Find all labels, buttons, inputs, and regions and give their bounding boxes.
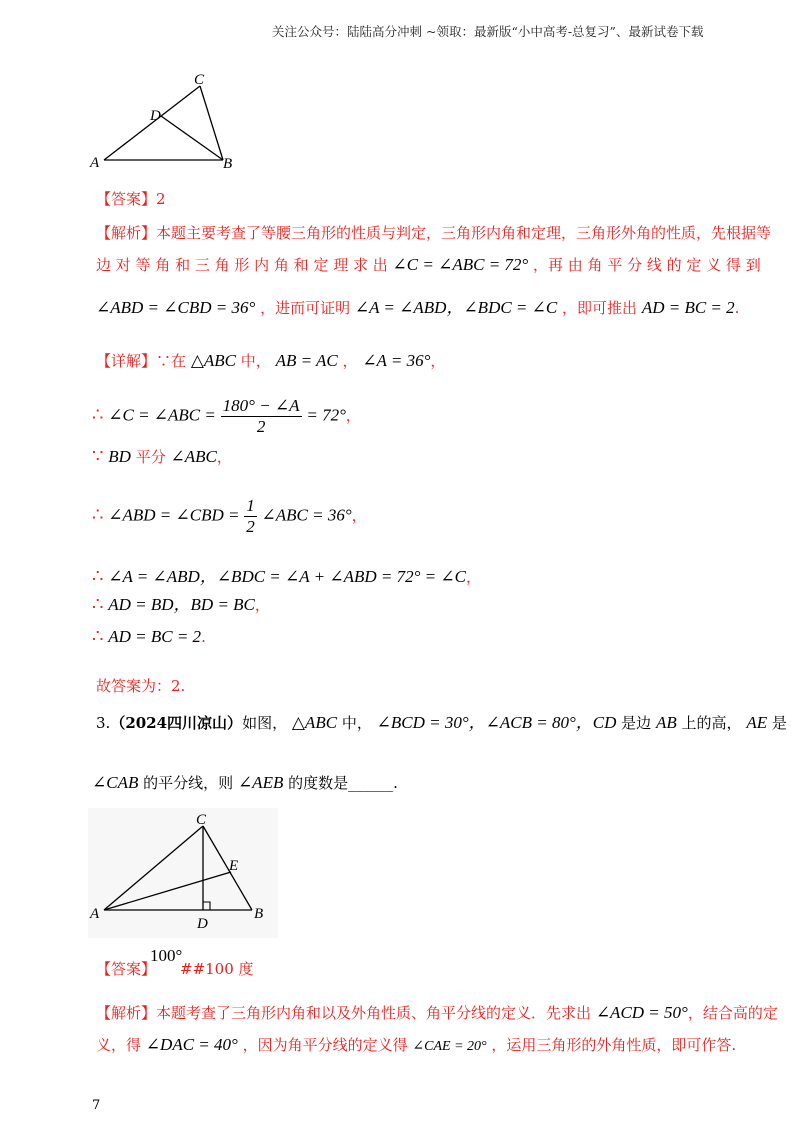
math-expression: ∠ABC = 36° (261, 505, 352, 525)
analysis-text: 本题考查了三角形内角和以及外角性质、角平分线的定义．先求出 (156, 1004, 592, 1022)
detail-line-5 (92, 566, 481, 588)
math-expression: ∠C = ∠ABC = 72° (392, 255, 529, 274)
math-expression: AD = BC = 2 (108, 627, 202, 646)
answer-2-value (150, 946, 182, 966)
question-3-line-2 (92, 772, 398, 794)
answer-1 (96, 188, 166, 210)
math-expression: ∠A = ∠ABD，∠BDC = ∠C (354, 298, 558, 317)
question-text: 中， (341, 714, 372, 732)
math-expression: ∠ABD = ∠CBD = (108, 505, 240, 525)
therefore-symbol: ∴ (92, 626, 104, 647)
page-number: 7 (92, 1098, 101, 1113)
math-expression: 100° (150, 946, 183, 965)
analysis-text: ，进而可证明 (260, 299, 351, 317)
punctuation: ， (351, 506, 367, 525)
because-symbol: ∵在 (156, 352, 187, 370)
label-E: E (229, 858, 239, 874)
fraction-denominator: 2 (256, 417, 266, 436)
answer-2 (96, 958, 156, 980)
analysis-text: ，结合高的定 (687, 1004, 778, 1022)
fraction-denominator: 2 (246, 517, 255, 536)
analysis-text: . (734, 299, 740, 317)
analysis-1-line-3 (96, 297, 739, 319)
detail-text: 中， (240, 352, 271, 370)
math-expression: ∠AEB (237, 773, 284, 792)
fraction-numerator: 180° − ∠A (222, 396, 300, 415)
final-answer-statement: 故答案为：2. (96, 677, 186, 695)
detail-tag: 【详解】 (96, 352, 157, 370)
math-expression: ∠A = 36° (362, 351, 431, 370)
punctuation: ， (254, 596, 270, 614)
analysis-text: ，即可推出 (562, 299, 638, 317)
label-A: A (90, 155, 100, 171)
detail-line-3 (92, 446, 232, 468)
math-expression: AD = BD，BD = BC (108, 595, 255, 614)
therefore-symbol: ∴ (92, 404, 104, 426)
question-text: 是边 (621, 714, 652, 732)
label-D: D (197, 916, 208, 932)
math-expression: = 72° (306, 405, 346, 425)
math-expression: BD (108, 447, 131, 466)
punctuation: . (201, 628, 206, 646)
analysis-text: ，再 由 角 平 分 线 的 定 义 得 到 (533, 256, 761, 274)
detail-text: ， (430, 352, 446, 370)
answer-value: 2 (156, 190, 166, 208)
detail-line-1 (96, 350, 445, 372)
detail-line-7 (92, 626, 206, 648)
math-expression: △ABC (190, 351, 236, 370)
question-3-line-1 (96, 712, 787, 734)
therefore-symbol: ∴ (92, 566, 104, 587)
detail-text: ， (342, 352, 358, 370)
math-expression: AB = AC (275, 351, 338, 370)
label-C: C (194, 72, 205, 88)
analysis-text: ，因为角平分线的定义得 (242, 1036, 408, 1054)
question-number: 3. (96, 714, 111, 732)
label-A: A (90, 906, 100, 922)
question-text: 上的高， (681, 714, 742, 732)
analysis-text: 本题主要考查了等腰三角形的性质与判定，三角形内角和定理，三角形外角的性质，先根据等 (156, 224, 772, 242)
detail-line-6 (92, 594, 270, 616)
math-expression: ∠DAC = 40° (145, 1035, 238, 1054)
detail-line-4 (92, 496, 367, 537)
math-expression: AE (746, 713, 768, 732)
label-B: B (254, 906, 264, 922)
triangle-figure-2 (88, 808, 278, 938)
analysis-2-line-1 (96, 1002, 778, 1024)
analysis-2-line-2 (96, 1034, 736, 1058)
math-expression: ∠A = ∠ABD，∠BDC = ∠A + ∠ABD = 72° = ∠C (108, 567, 466, 586)
triangle-figure-1 (88, 72, 248, 172)
math-expression: ∠ACD = 50° (595, 1003, 688, 1022)
analysis-tag: 【解析】 (96, 224, 157, 242)
math-expression: AB (655, 713, 677, 732)
question-text: 是 (771, 714, 787, 732)
math-expression: AD = BC = 2 (641, 298, 735, 317)
analysis-1-line-1 (96, 222, 771, 244)
punctuation: ， (345, 406, 361, 425)
analysis-text: ，运用三角形的外角性质，即可作答. (491, 1036, 737, 1054)
math-expression: △ABC (291, 713, 338, 732)
page-header: 关注公众号：陆陆高分冲刺 ~领取：最新版“小中高考-总复习”、最新试卷下载 (272, 24, 704, 39)
math-expression: ∠C = ∠ABC = (108, 405, 216, 425)
because-symbol: ∵ (92, 446, 104, 467)
math-expression: ∠BCD = 30°，∠ACB = 80°，CD (376, 713, 617, 732)
answer-tag: 【答案】 (96, 960, 157, 978)
punctuation: ， (216, 448, 232, 466)
math-expression: ∠ABD = ∠CBD = 36° (96, 298, 256, 317)
detail-text: 平分 (135, 448, 166, 466)
analysis-text: 边 对 等 角 和 三 角 形 内 角 和 定 理 求 出 (96, 256, 388, 274)
math-expression: ∠CAB (92, 773, 139, 792)
fraction (221, 396, 302, 437)
analysis-tag: 【解析】 (96, 1004, 157, 1022)
label-D: D (150, 108, 161, 124)
detail-line-2 (92, 396, 361, 437)
punctuation: ， (465, 568, 481, 586)
therefore-symbol: ∴ (92, 504, 104, 526)
math-expression: ∠CAE = 20° (412, 1039, 487, 1054)
answer-2-alt: ##100 度 (180, 960, 254, 978)
analysis-text: 义，得 (96, 1036, 142, 1054)
question-text: 的度数是______. (288, 774, 398, 792)
question-text: 如图， (242, 714, 288, 732)
therefore-symbol: ∴ (92, 594, 104, 615)
analysis-1-line-2 (96, 254, 761, 276)
answer-tag: 【答案】 (96, 190, 157, 208)
fraction-numerator: 1 (246, 496, 255, 515)
math-expression: ∠ABC (170, 447, 217, 466)
label-B: B (223, 156, 233, 172)
question-text: 的平分线，则 (143, 774, 234, 792)
label-C: C (196, 812, 207, 828)
question-source: （2024四川凉山） (110, 714, 243, 732)
fraction (244, 496, 257, 537)
